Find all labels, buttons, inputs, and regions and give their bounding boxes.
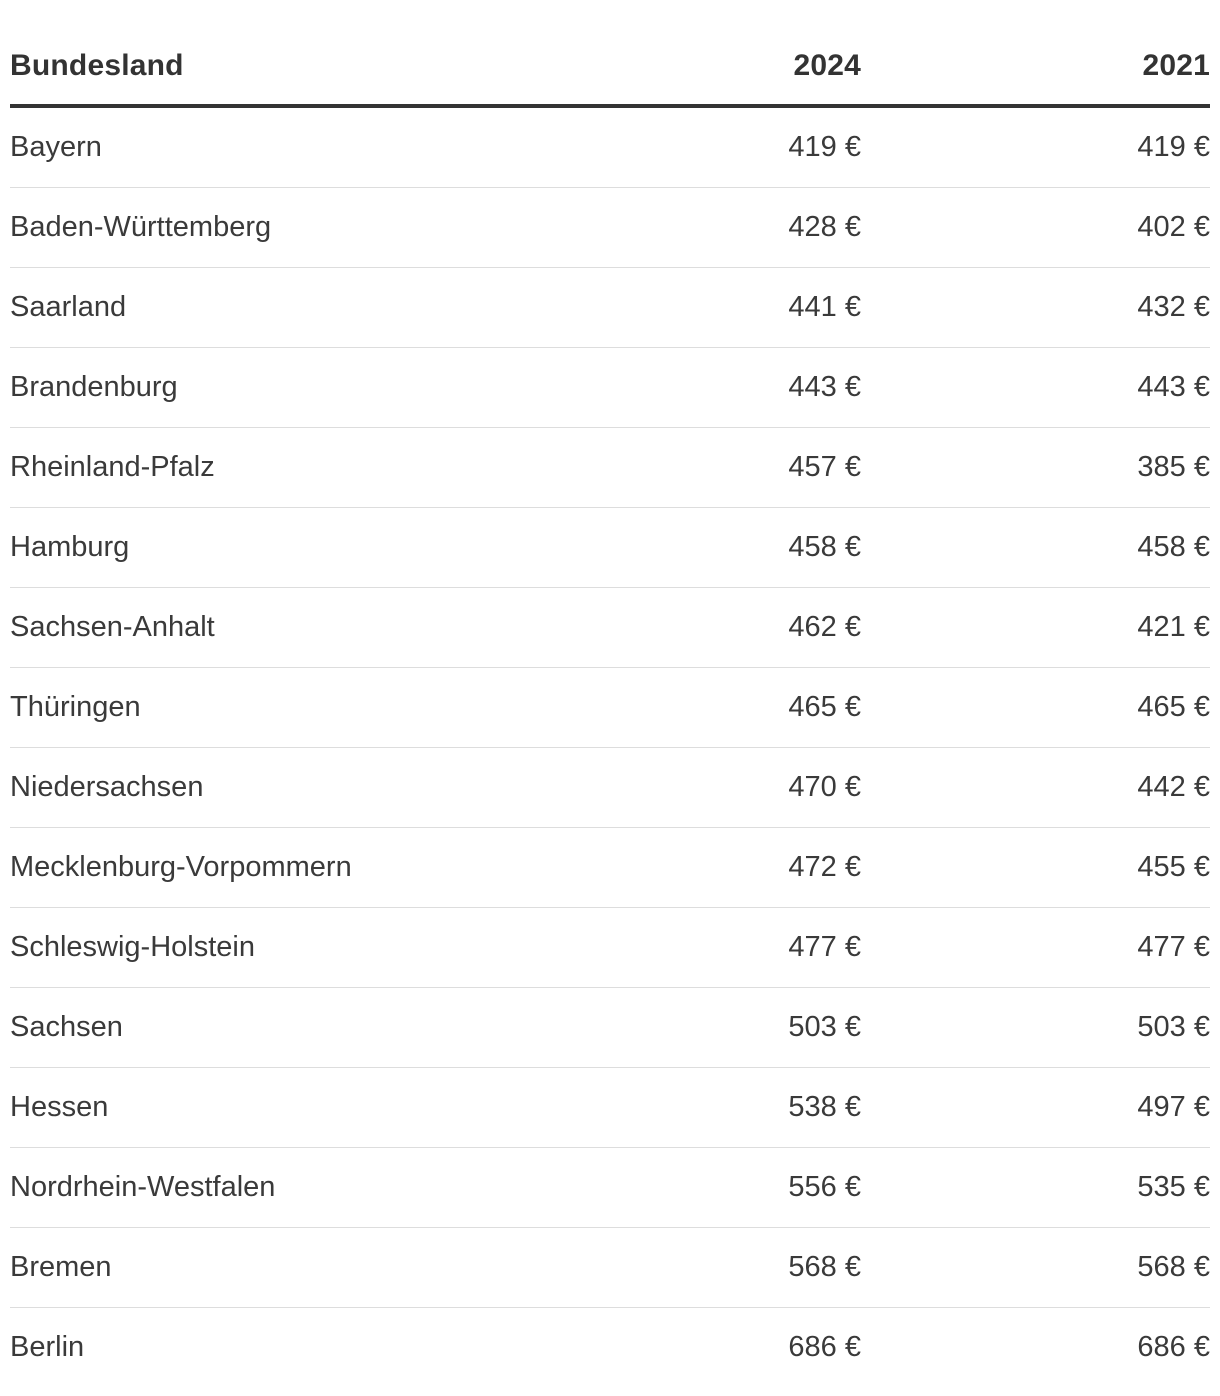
- cell-value-2024: 462 €: [570, 588, 861, 668]
- cell-bundesland: Mecklenburg-Vorpommern: [10, 828, 570, 908]
- table-row: [10, 588, 1210, 668]
- cell-value-2024: 458 €: [570, 508, 861, 588]
- table-row: [10, 188, 1210, 268]
- table-row: [10, 106, 1210, 188]
- table-row: [10, 1228, 1210, 1308]
- cell-value-2024: 556 €: [570, 1148, 861, 1228]
- cell-bundesland: Rheinland-Pfalz: [10, 428, 570, 508]
- cell-bundesland: Saarland: [10, 268, 570, 348]
- cell-value-2024: 538 €: [570, 1068, 861, 1148]
- cell-value-2024: 470 €: [570, 748, 861, 828]
- cell-value-2021: 535 €: [861, 1148, 1210, 1228]
- cell-bundesland: Niedersachsen: [10, 748, 570, 828]
- cell-bundesland: Bremen: [10, 1228, 570, 1308]
- table-body: [10, 106, 1210, 1387]
- column-header-2024[interactable]: 2024: [570, 27, 861, 106]
- cell-bundesland: Bayern: [10, 106, 570, 188]
- cell-value-2024: 472 €: [570, 828, 861, 908]
- header-row: [10, 27, 1210, 106]
- cell-value-2021: 442 €: [861, 748, 1210, 828]
- cell-bundesland: Nordrhein-Westfalen: [10, 1148, 570, 1228]
- table-row: [10, 1308, 1210, 1388]
- cell-value-2024: 428 €: [570, 188, 861, 268]
- cell-bundesland: Baden-Württemberg: [10, 188, 570, 268]
- cell-value-2024: 443 €: [570, 348, 861, 428]
- cell-value-2021: 458 €: [861, 508, 1210, 588]
- cell-value-2024: 686 €: [788, 1331, 861, 1363]
- table-row: [10, 748, 1210, 828]
- cell-bundesland: Thüringen: [10, 668, 570, 748]
- column-header-2021[interactable]: 2021: [861, 27, 1210, 106]
- cell-bundesland: Schleswig-Holstein: [10, 908, 570, 988]
- cell-bundesland: Hessen: [10, 1068, 570, 1148]
- cell-value-2024: 568 €: [570, 1228, 861, 1308]
- data-table: [10, 27, 1210, 1387]
- cell-value-2021: 497 €: [861, 1068, 1210, 1148]
- table-row: [10, 1068, 1210, 1148]
- table-row: [10, 508, 1210, 588]
- table-row: [10, 988, 1210, 1068]
- cell-value-2024: 477 €: [570, 908, 861, 988]
- cell-value-2024: 465 €: [570, 668, 861, 748]
- column-header-bundesland[interactable]: Bundesland: [10, 27, 570, 106]
- cell-bundesland: Sachsen: [10, 988, 570, 1068]
- cell-value-2021: 402 €: [861, 188, 1210, 268]
- table-row: [10, 268, 1210, 348]
- table-row: [10, 908, 1210, 988]
- table-row: [10, 1148, 1210, 1228]
- data-table-container: [10, 27, 1210, 1387]
- table-row: [10, 348, 1210, 428]
- table-row: [10, 668, 1210, 748]
- cell-value-2024: 441 €: [570, 268, 861, 348]
- table-header: [10, 27, 1210, 106]
- cell-value-2021: 686 €: [1137, 1331, 1210, 1363]
- cell-value-2021: 443 €: [861, 348, 1210, 428]
- cell-bundesland: Berlin: [10, 1331, 85, 1363]
- cell-value-2021: 465 €: [861, 668, 1210, 748]
- cell-value-2021: 421 €: [861, 588, 1210, 668]
- cell-value-2024: 503 €: [570, 988, 861, 1068]
- table-row: [10, 428, 1210, 508]
- cell-bundesland: Brandenburg: [10, 348, 570, 428]
- cell-bundesland: Hamburg: [10, 508, 570, 588]
- cell-value-2021: 419 €: [861, 106, 1210, 188]
- cell-value-2021: 455 €: [861, 828, 1210, 908]
- cell-value-2021: 568 €: [861, 1228, 1210, 1308]
- cell-bundesland: Sachsen-Anhalt: [10, 588, 570, 668]
- cell-value-2021: 477 €: [861, 908, 1210, 988]
- cell-value-2021: 432 €: [861, 268, 1210, 348]
- cell-value-2021: 385 €: [861, 428, 1210, 508]
- table-row: [10, 828, 1210, 908]
- cell-value-2024: 419 €: [570, 106, 861, 188]
- cell-value-2021: 503 €: [861, 988, 1210, 1068]
- cell-value-2024: 457 €: [570, 428, 861, 508]
